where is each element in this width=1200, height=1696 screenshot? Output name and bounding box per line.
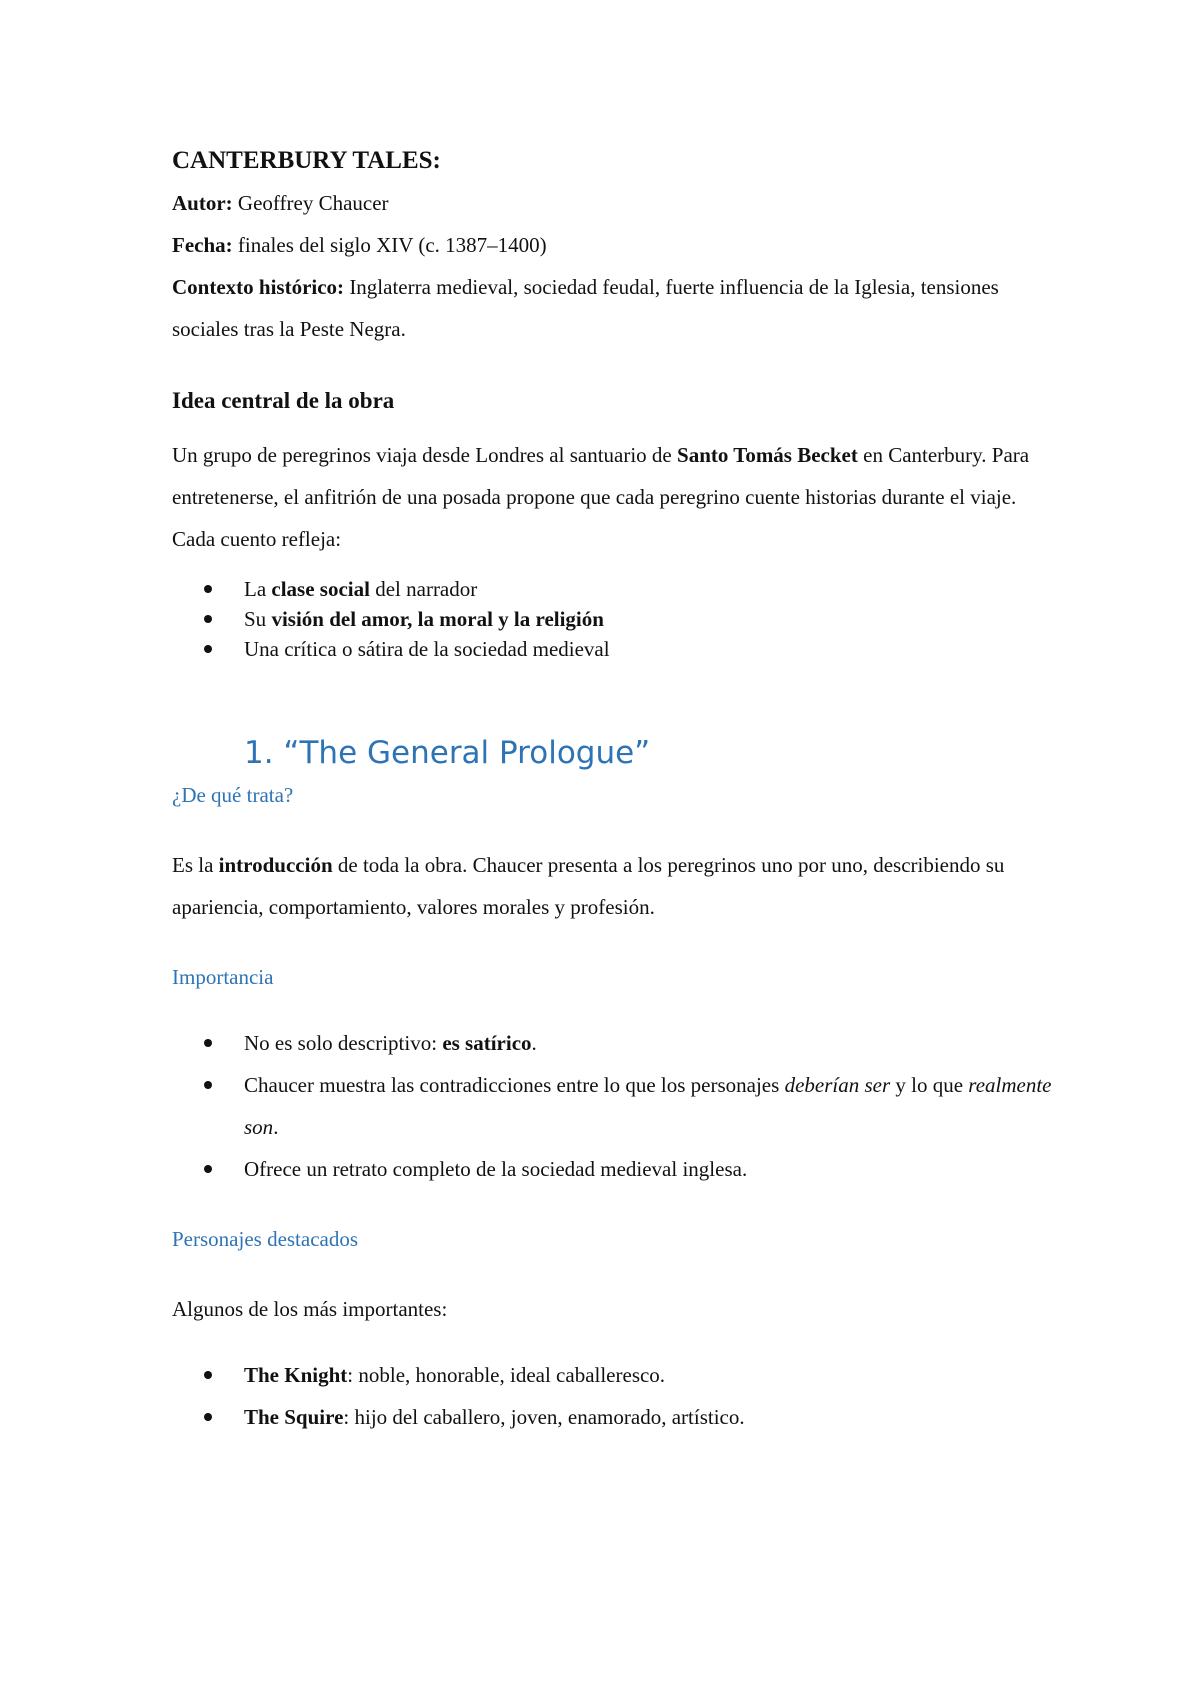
spacer <box>172 1260 1052 1288</box>
list-item <box>172 1148 1052 1190</box>
character-name: The Squire <box>244 1405 344 1429</box>
meta-context-label: Contexto histórico: <box>172 275 345 299</box>
spacer <box>172 928 1052 956</box>
list-item-text: . <box>531 1031 537 1055</box>
character-description: : noble, honorable, ideal caballeresco. <box>347 1363 666 1387</box>
list-item-text: Una crítica o sátira de la sociedad medieval <box>244 637 610 661</box>
meta-context-value: Inglaterra medieval, sociedad feudal, fuerte influencia de la Iglesia, tensiones sociales tras la Peste Negra. <box>172 275 999 341</box>
list-item-bold: visión del amor, la moral y la religión <box>271 607 604 631</box>
list-item-text: y lo que <box>890 1073 969 1097</box>
prologue-text-bold: introducción <box>218 853 333 877</box>
character-name: The Knight <box>244 1363 348 1387</box>
bullet-icon <box>204 1413 212 1421</box>
character-description: : hijo del caballero, joven, enamorado, artístico. <box>343 1405 745 1429</box>
idea-reflects: Cada cuento refleja: <box>172 527 342 551</box>
idea-text-c: en Canterbury. Para entretenerse, el anfitrión de una posada propone que cada peregrino cuente historias durante el viaje. <box>172 443 1030 509</box>
list-item <box>172 1354 1052 1396</box>
bullet-icon <box>204 615 212 623</box>
bullet-icon <box>204 1371 212 1379</box>
meta-author-value: Geoffrey Chaucer <box>232 191 389 215</box>
bullet-icon <box>204 585 212 593</box>
list-item <box>172 1396 1052 1438</box>
list-item-bold: es satírico <box>442 1031 532 1055</box>
list-item-text: Ofrece un retrato completo de la sociedad medieval inglesa. <box>244 1157 748 1181</box>
list-item-text: No es solo descriptivo: <box>244 1031 443 1055</box>
idea-text-bold: Santo Tomás Becket <box>677 443 858 467</box>
characters-intro: Algunos de los más importantes: <box>172 1297 448 1321</box>
idea-text-a: Un grupo de peregrinos viaja desde Londres al santuario de <box>172 443 678 467</box>
bullet-icon <box>204 1081 212 1089</box>
idea-bullet-list <box>172 574 1052 664</box>
spacer <box>172 1190 1052 1218</box>
list-item-italic: realmente son <box>244 1073 1052 1139</box>
meta-author <box>172 182 1052 224</box>
prologue-text-a: Es la <box>172 853 219 877</box>
document-title: CANTERBURY TALES: <box>172 147 441 174</box>
prologue-text-c: de toda la obra. Chaucer presenta a los peregrinos uno por uno, describiendo su apariencia, comportamiento, valores morales y profesión. <box>172 853 1005 919</box>
subheading-what-about: ¿De qué trata? <box>172 783 294 807</box>
meta-date-label: Fecha: <box>172 233 233 257</box>
list-item-text: La <box>244 577 272 601</box>
meta-date <box>172 224 1052 266</box>
bullet-icon <box>204 1165 212 1173</box>
list-item-bold: clase social <box>271 577 370 601</box>
section-title-general-prologue: 1. “The General Prologue” <box>244 735 651 771</box>
list-item <box>172 1022 1052 1064</box>
list-item-italic: deberían ser <box>784 1073 891 1097</box>
meta-date-value: finales del siglo XIV (c. 1387–1400) <box>232 233 547 257</box>
bullet-icon <box>204 1039 212 1047</box>
meta-context <box>172 266 1052 350</box>
list-item <box>172 634 1052 664</box>
spacer <box>172 816 1052 844</box>
meta-author-label: Autor: <box>172 191 233 215</box>
subheading-importance: Importancia <box>172 965 274 989</box>
list-item <box>172 604 1052 634</box>
subheading-characters: Personajes destacados <box>172 1227 359 1251</box>
importance-list <box>172 1022 1052 1190</box>
characters-list <box>172 1354 1052 1438</box>
list-item-text: del narrador <box>369 577 478 601</box>
list-item <box>172 574 1052 604</box>
list-item <box>172 1064 1052 1148</box>
bullet-icon <box>204 645 212 653</box>
list-item-text: . <box>273 1115 279 1139</box>
document-body <box>172 140 1052 1438</box>
prologue-paragraph <box>172 844 1052 928</box>
idea-paragraph <box>172 434 1052 518</box>
list-item-text: Chaucer muestra las contradicciones entre lo que los personajes <box>244 1073 785 1097</box>
idea-heading: Idea central de la obra <box>172 388 395 413</box>
list-item-text: Su <box>244 607 272 631</box>
